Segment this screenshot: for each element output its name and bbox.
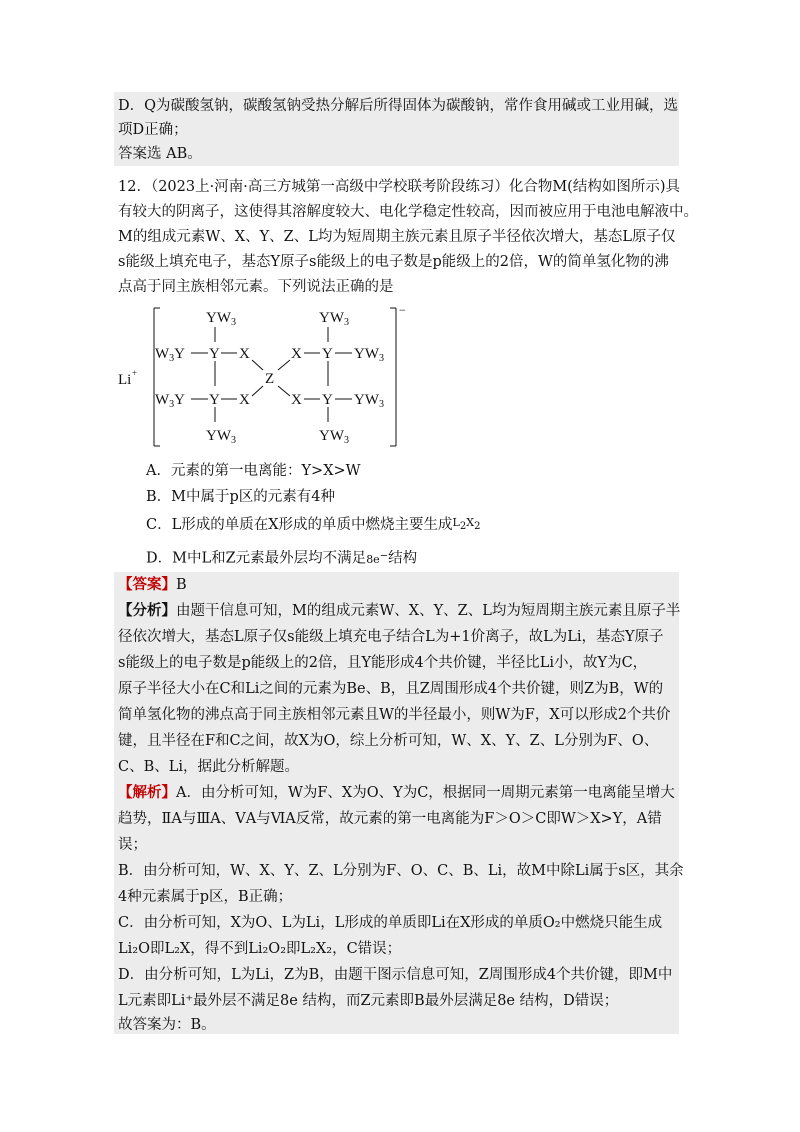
right-top-yw-label: $YW_3$ — [319, 310, 349, 328]
answer-tag: 【答案】 — [118, 576, 176, 593]
analysis-line-1: 【分析】由题干信息可知，M的组成元素W、X、Y、Z、L均为短周期主族元素且原子半 — [118, 602, 681, 619]
right-upper-y-label: Y — [322, 346, 333, 362]
right-lower-yw3-label: $YW_3$ — [354, 392, 384, 410]
bond — [252, 360, 263, 370]
final-answer-line: 故答案为：B。 — [118, 1017, 216, 1033]
cation-charge: + — [132, 368, 138, 378]
cation-label: Li — [118, 372, 132, 388]
compound-m-structure — [118, 300, 418, 450]
answer-value: B — [176, 577, 187, 593]
left-upper-x-label: X — [239, 346, 250, 362]
explanation-d-line-2: L元素即Li⁺最外层不满足8e 结构，而Z元素即B最外层满足8e 结构，D错误； — [118, 993, 619, 1009]
bond — [278, 360, 290, 370]
question-number: 12． — [118, 179, 151, 195]
question-line-1: （2023上·河南·高三方城第一高级中学校联考阶段练习）化合物M(结构如图所示)具 — [150, 179, 680, 195]
analysis-line-5: 简单氢化物的沸点高于同主族相邻元素且W的半径最小，则W为F，X可以形成2个共价 — [118, 707, 671, 723]
explanation-a-line-3: 误； — [118, 837, 147, 853]
option-a: A．元素的第一电离能：Y>X>W — [146, 463, 361, 479]
explanation-a-line-1: 【解析】A．由分析可知，W为F、X为O、Y为C，根据同一周期元素第一电离能呈增大 — [118, 784, 675, 801]
question-line-5: 点高于同主族相邻元素。下列说法正确的是 — [118, 279, 394, 295]
question-line-3: M的组成元素W、X、Y、Z、L均为短周期主族元素且原子半径依次增大，基态L原子仅 — [118, 229, 676, 245]
right-upper-yw3-label: $YW_3$ — [354, 346, 384, 364]
question-line-2: 有较大的阴离子，这使得其溶解度较大、电化学稳定性较高，因而被应用于电池电解液中。 — [118, 204, 698, 220]
right-lower-y-label: Y — [322, 392, 333, 408]
right-lower-x-label: X — [291, 392, 302, 408]
left-top-yw-label: $YW_3$ — [206, 310, 236, 328]
question-first-line — [118, 177, 680, 197]
left-upper-y-label: Y — [209, 346, 220, 362]
left-lower-w3y-label: $W_3Y$ — [155, 392, 186, 410]
option-d-previous-line2: 项D正确； — [118, 122, 188, 138]
left-lower-x-label: X — [239, 392, 250, 408]
analysis-line-2: 径依次增大，基态L原子仅s能级上填充电子结合L为+1价离子，故L为Li，基态Y原子 — [118, 629, 664, 645]
left-lower-y-label: Y — [209, 392, 220, 408]
bond — [278, 386, 290, 396]
analysis-line-3: s能级上的电子数是p能级上的2倍，且Y能形成4个共价键，半径比Li小，故Y为C， — [118, 655, 648, 671]
bond — [252, 386, 263, 396]
explanation-b-line-2: 4种元素属于p区，B正确； — [118, 889, 293, 905]
center-z-label: Z — [265, 371, 275, 387]
option-d-previous-line1: D．Q为碳酸氢钠，碳酸氢钠受热分解后所得固体为碳酸钠，常作食用碱或工业用碱，选 — [118, 98, 679, 114]
explanation-c-line-1: C．由分析可知，X为O、L为Li，L形成的单质即Li在X形成的单质O₂中燃烧只能生成 — [118, 915, 663, 931]
answer-line — [118, 575, 187, 595]
analysis-line-6: 键，且半径在F和C之间，故X为O，综上分析可知，W、X、Y、Z、L分别为F、O、 — [118, 733, 659, 749]
explanation-tag: 【解析】 — [118, 784, 176, 801]
right-bottom-yw-label: $YW_3$ — [319, 428, 349, 446]
explanation-d-line-1: D．由分析可知，L为Li，Z为B，由题干图示信息可知，Z周围形成4个共价键，即M中 — [118, 967, 673, 983]
option-d: D．M中L和Z元素最外层均不满足8e−结构 — [146, 550, 418, 567]
analysis-tag: 【分析】 — [118, 602, 176, 619]
explanation-c-line-2: Li₂O即L₂X，得不到Li₂O₂即L₂X₂，C错误； — [118, 941, 402, 957]
left-upper-w3y-label: $W_3Y$ — [155, 346, 186, 364]
previous-answer-line: 答案选 AB。 — [118, 146, 202, 162]
right-upper-x-label: X — [291, 346, 302, 362]
explanation-a-line-2: 趋势，ⅡA与ⅢA、ⅤA与ⅥA反常，故元素的第一电离能为F＞O＞C即W＞X>Y，A错 — [118, 811, 662, 827]
analysis-line-7: C、B、Li，据此分析解题。 — [118, 759, 300, 775]
left-bottom-yw-label: $YW_3$ — [206, 428, 236, 446]
explanation-b-line-1: B．由分析可知，W、X、Y、Z、L分别为F、O、C、B、Li，故M中除Li属于s区，其余 — [118, 863, 684, 879]
question-line-4: s能级上填充电子，基态Y原子s能级上的电子数是p能级上的2倍，W的简单氢化物的沸 — [118, 254, 669, 270]
option-c: C．L形成的单质在X形成的单质中燃烧主要生成$^{L_2X_2}$ — [146, 516, 481, 533]
option-b: B．M中属于p区的元素有4种 — [146, 489, 336, 505]
analysis-line-4: 原子半径大小在C和Li之间的元素为Be、B，且Z周围形成4个共价键，则Z为B，W的 — [118, 681, 664, 697]
anion-charge: − — [399, 303, 406, 317]
